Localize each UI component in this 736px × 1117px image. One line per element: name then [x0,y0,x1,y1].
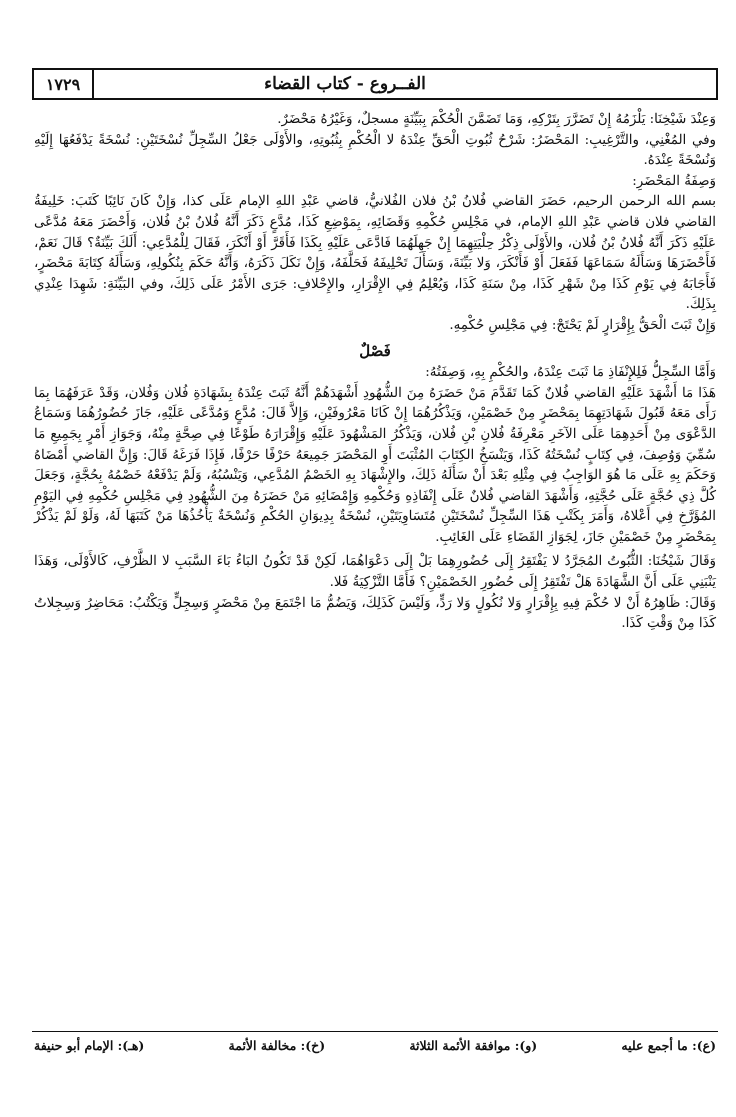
footer-legend-item: (و): موافقة الأئمة الثلاثة [409,1038,538,1053]
footer-legend-item: (خ): مخالفة الأئمة [228,1038,326,1053]
body-text [34,110,716,635]
footer-legend [34,1038,716,1053]
paragraph: وفي المُغْنِي، والتَّرْغِيبِ: المَحْضَرُ: شَرْحُ ثُبُوتِ الْحَقِّ عِنْدَهُ لا الْحُكْمِ بِثُبُوتِهِ، والأَوْلَى جَعْلُ السِّجِلِّ نُسْخَتَيْنِ: نُسْخَةً يَدْفَعُهَا إِلَيْهِ وَنُسْخَةً عِنْدَهُ. [34,132,716,169]
paragraph: وَأَمَّا السِّجِلُّ فَلِلإِنْفَاذِ مَا ثَبَتَ عِنْدَهُ، والحُكْمِ بِهِ، وَصِفَتُهُ: [425,365,716,381]
footer-legend-item: (ع): ما أجمع عليه [621,1038,716,1053]
page-number: ١٧٢٩ [34,70,94,98]
footer-legend-item: (هـ): الإمام أبو حنيفة [34,1038,145,1053]
paragraph: بسم الله الرحمن الرحيم، حَضَرَ القاضي فُلانُ بْنُ فلان الفُلانيُّ، قاضي عَبْدِ اللهِ الإمام عَلَى كذا، وَإِنْ كَانَ نَائِبًا كَتَبَ: خَلِيفَةُ القاضي فلان قاضي عَبْدِ اللهِ الإمام، في مَجْلِسِ حُكْمِهِ وَقَضَائِهِ، بِمَوْضِعِ كَذَا، مُدَّعٍ ذَكَرَ أَنَّهُ فُلانُ بْنُ فُلان، وَأَحْضَرَ مَعَهُ مُدَّعًى عَلَيْهِ ذَكَرَ أَنَّهُ فُلانُ بْنُ فُلان، والأَوْلَى ذِكْرُ حِلْيَتِهِمَا إِنْ جَهِلَهُمَا فَادَّعَى عَلَيْهِ بِكَذَا فَأَقَرَّ أَوْ أَنْكَرَ، فَقَالَ لِلْمُدَّعِي: أَلَكَ بَيِّنَةٌ؟ قَالَ نَعَمْ، فَأَحْضَرَهَا وَسَأَلَهُ سَمَاعَهَا فَفَعَلَ أَوْ فَأَنْكَرَ، وَلا بَيِّنَةَ، وَسَأَلَ تَحْلِيفَهُ فَحَلَّفَهُ، وَإِنْ نَكَلَ ذَكَرَهُ، وَأَنَّهُ حَكَمَ بِنُكُولِهِ، وَسَأَلَهُ كِتَابَةَ مَحْضَرٍ، فَأَجَابَهُ فِي يَوْمِ كَذَا مِنْ شَهْرِ كَذَا، مِنْ سَنَةِ كَذَا، وَيُعْلِمُ فِي الإِقْرَارِ، والإِحْلافِ: جَرَى الأَمْرُ عَلَى ذَلِكَ، وفي البَيِّنَةِ: شَهِدَا عِنْدِي بِذَلِكَ. [34,194,716,313]
header-title: الفــروع - كتاب القضاء [264,74,426,94]
paragraph: هَذَا مَا أَشْهَدَ عَلَيْهِ القاضي فُلانٌ كَمَا تَقَدَّمَ مَنْ حَضَرَهُ مِنَ الشُّهُودِ أَشْهَدَهُمْ أَنَّهُ ثَبَتَ عِنْدَهُ بِشَهَادَةِ فُلان وَفُلان، وَقَدْ عَرَفَهُمَا بِمَا رَأَى مَعَهُ قَبُولَ شَهَادَتِهِمَا بِمَحْضَرٍ مِنْ خَصْمَيْنِ، وَيَذْكُرُهُمَا إِنْ كَانَا مَعْرُوفَيْنِ، وَإِلاَّ قَالَ: مُدَّعٍ وَمُدَّعًى عَلَيْهِ، جَازَ حُضُورُهُمَا وَسَمَاعُ الدَّعْوَى مِنْ أَحَدِهِمَا عَلَى الآخَرِ مَعْرِفَةُ فُلانِ بْنِ فُلان، وَيَذْكُرُ المَشْهُودَ عَلَيْهِ وَإِقْرَارَهُ طَوْعًا فِي صِحَّةٍ مِنْهُ، وَجَوَازِ أَمْرٍ بِجَمِيعِ مَا سُمِّيَ وَوُصِفَ، فِي كِتَابٍ نُسْخَتُهُ كَذَا، وَيَنْسَخُ الكِتَابَ المُثْبَتَ أَوِ المَحْضَرَ جَمِيعَهُ حَرْفًا حَرْفًا، فَإِذَا فَرَغَهُ قَالَ: وَإِنَّ القاضي أَمْضَاهُ وَحَكَمَ بِهِ عَلَى مَا هُوَ الوَاجِبُ فِي مِثْلِهِ بَعْدَ أَنْ سَأَلَهُ ذَلِكَ، والإِشْهَادَ بِهِ الخَصْمُ المُدَّعِي، وَيَنْسُبُهُ، وَلَمْ يَدْفَعْهُ خَصْمُهُ بِحُجَّةٍ، وَجَعَلَ كُلَّ ذِي حُجَّةٍ عَلَى حُجَّتِهِ، وَأَشْهَدَ القاضي فُلانٌ عَلَى إِنْفَاذِهِ وَحُكْمِهِ وَإِمْضَائِهِ مَنْ حَضَرَهُ مِنَ الشُّهُودِ فِي مَجْلِسِ حُكْمِهِ فِي اليَوْمِ المُؤَرَّخِ فِي أَعْلاهُ، وَأَمَرَ بِكَتْبِ هَذَا السِّجِلِّ نُسْخَتَيْنِ مُتَسَاوِيَتَيْنِ، نُسْخَةٌ بِدِيوَانِ الحُكْمِ وَنُسْخَةٌ يَأْخُذُهَا مَنْ كَتَبَهَا لَهُ، وَلَوْ لَمْ يَذْكُرْ بِمَحْضَرٍ مِنْ خَصْمَيْنِ جَازَ، لِجَوَازِ القَضَاءِ عَلَى الغَائِبِ. [34,385,716,545]
section-heading: فَصْلٌ [359,341,391,360]
paragraph: وَإِنْ ثَبَتَ الْحَقُّ بِإِقْرَارٍ لَمْ يَحْتَجْ: فِي مَجْلِسِ حُكْمِهِ. [449,317,716,333]
paragraph: وَقَالَ شَيْخُنَا: الثُّبُوتُ المُجَرَّدُ لا يَفْتَقِرُ إِلَى حُضُورِهِمَا بَلْ إِلَى دَعْوَاهُمَا، لَكِنْ قَدْ تَكُونُ البَاءُ بَاءَ السَّبَبِ لا الظَّرْفِ، كَالأَوْلَى، وَهَذَا يَنْبَنِي عَلَى أَنَّ الشَّهَادَةَ هَلْ تَفْتَقِرُ إِلَى حُضُورِ الخَصْمَيْنِ؟ فَأَمَّا التَّزْكِيَةُ فَلا. [34,554,716,591]
footer-divider [32,1031,718,1032]
page-header [32,68,718,100]
paragraph: وَقَالَ: ظَاهِرُهُ أَنْ لا حُكْمَ فِيهِ بِإِقْرَارٍ وَلا نُكُولٍ وَلا رَدٍّ، وَلَيْسَ كَذَلِكَ، وَيَضُمُّ مَا اجْتَمَعَ مِنْ مَحْضَرٍ وَسِجِلٍّ وَيَكْتُبُ: مَحَاضِرُ وَسِجِلاتُ كَذَا مِنْ وَقْتِ كَذَا. [34,595,716,632]
paragraph: وَعِنْدَ شَيْخِنَا: يَلْزَمُهُ إِنْ تَضَرَّرَ بِتَرْكِهِ، وَمَا تَضَمَّنَ الْحُكْمَ بِبَيِّنَةٍ مسجلٌ، وَغَيْرُهُ مَحْضَرٌ. [277,112,716,127]
paragraph: وَصِفَةُ المَحْضَرِ: [632,173,716,189]
